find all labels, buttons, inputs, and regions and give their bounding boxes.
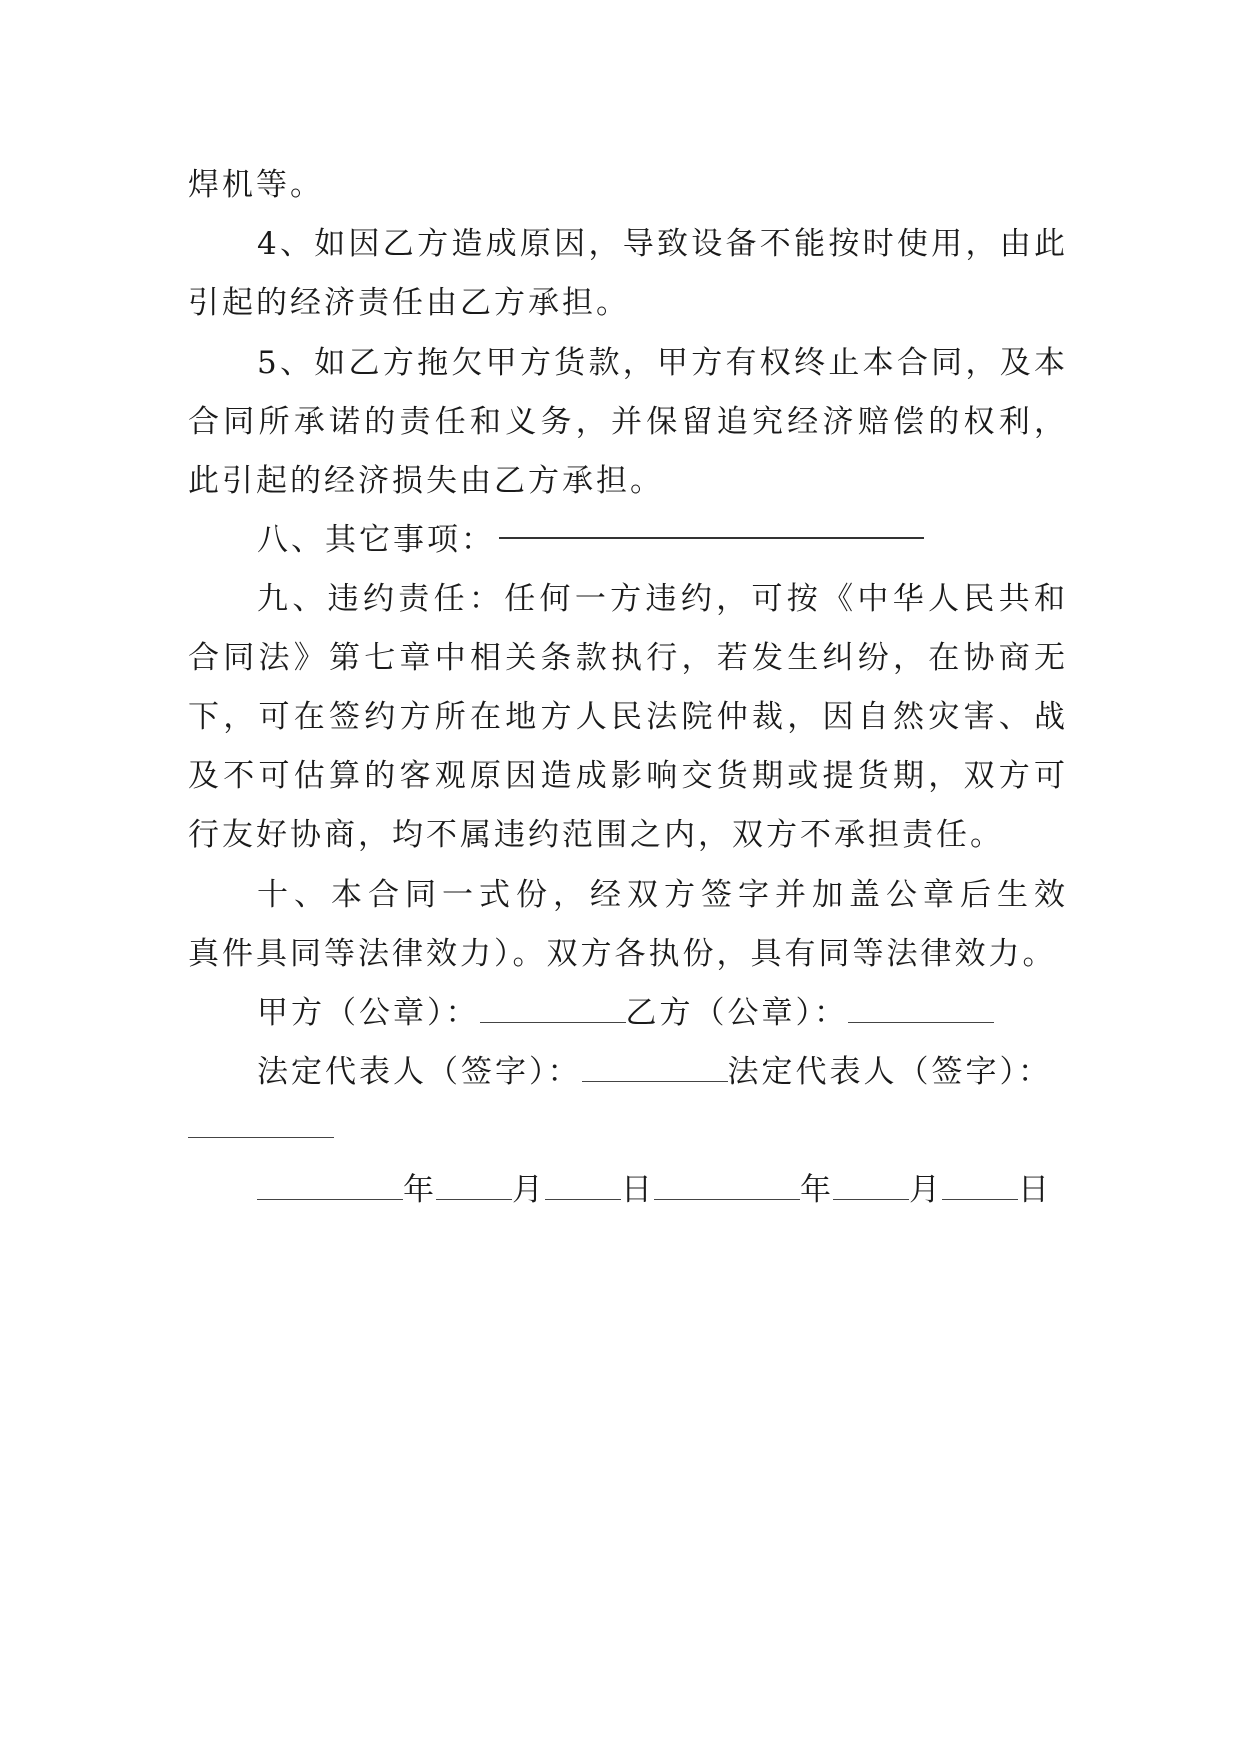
paragraph-line: 真件具同等法律效力）。双方各执份，具有同等法律效力。	[188, 936, 1057, 972]
day-a-label: 日	[621, 1172, 654, 1208]
paragraph-line: 下，可在签约方所在地方人民法院仲裁，因自然灾害、战	[188, 699, 1068, 735]
paragraph-line: 九、违约责任：任何一方违约，可按《中华人民共和	[257, 581, 1068, 617]
year-b-blank	[654, 1171, 800, 1200]
year-b-label: 年	[800, 1172, 833, 1208]
other-matters-line	[257, 520, 1068, 560]
day-b-blank	[942, 1171, 1018, 1200]
rep-b-blank	[188, 1109, 334, 1138]
month-b-label: 月	[909, 1172, 942, 1208]
paragraph-line: 行友好协商，均不属违约范围之内，双方不承担责任。	[188, 817, 1004, 853]
party-b-seal-label: 乙方（公章）：	[625, 995, 848, 1031]
paragraph-line: 十、本合同一式份，经双方签字并加盖公章后生效	[257, 877, 1068, 913]
paragraph-line: 此引起的经济损失由乙方承担。	[188, 463, 664, 499]
rep-b-label: 法定代表人（签字）：	[727, 1054, 1052, 1090]
day-b-label: 日	[1018, 1172, 1051, 1208]
rep-a-blank	[582, 1053, 728, 1082]
representative-line	[257, 1052, 1068, 1092]
paragraph-line: 焊机等。	[188, 167, 324, 203]
year-a-label: 年	[403, 1172, 436, 1208]
month-a-label: 月	[512, 1172, 545, 1208]
other-matters-label: 八、其它事项：	[257, 522, 495, 558]
paragraph-line: 及不可估算的客观原因造成影响交货期或提货期，双方可	[188, 758, 1068, 794]
party-a-seal-label: 甲方（公章）：	[257, 995, 480, 1031]
paragraph-line: 引起的经济责任由乙方承担。	[188, 285, 630, 321]
year-a-blank	[257, 1171, 403, 1200]
month-a-blank	[436, 1171, 512, 1200]
other-matters-blank	[499, 537, 924, 539]
rep-b-blank-line	[188, 1108, 1068, 1148]
seal-line	[257, 993, 1068, 1033]
rep-a-label: 法定代表人（签字）：	[257, 1054, 582, 1090]
paragraph-line: 5、如乙方拖欠甲方货款，甲方有权终止本合同，及本	[257, 345, 1068, 381]
day-a-blank	[545, 1171, 621, 1200]
party-b-seal-blank	[848, 994, 994, 1023]
month-b-blank	[833, 1171, 909, 1200]
paragraph-line: 4、如因乙方造成原因，导致设备不能按时使用，由此	[257, 226, 1068, 262]
party-a-seal-blank	[480, 994, 626, 1023]
date-line	[257, 1170, 1068, 1210]
paragraph-line: 合同所承诺的责任和义务，并保留追究经济赔偿的权利，	[188, 404, 1068, 440]
paragraph-line: 合同法》第七章中相关条款执行，若发生纠纷，在协商无	[188, 640, 1068, 676]
